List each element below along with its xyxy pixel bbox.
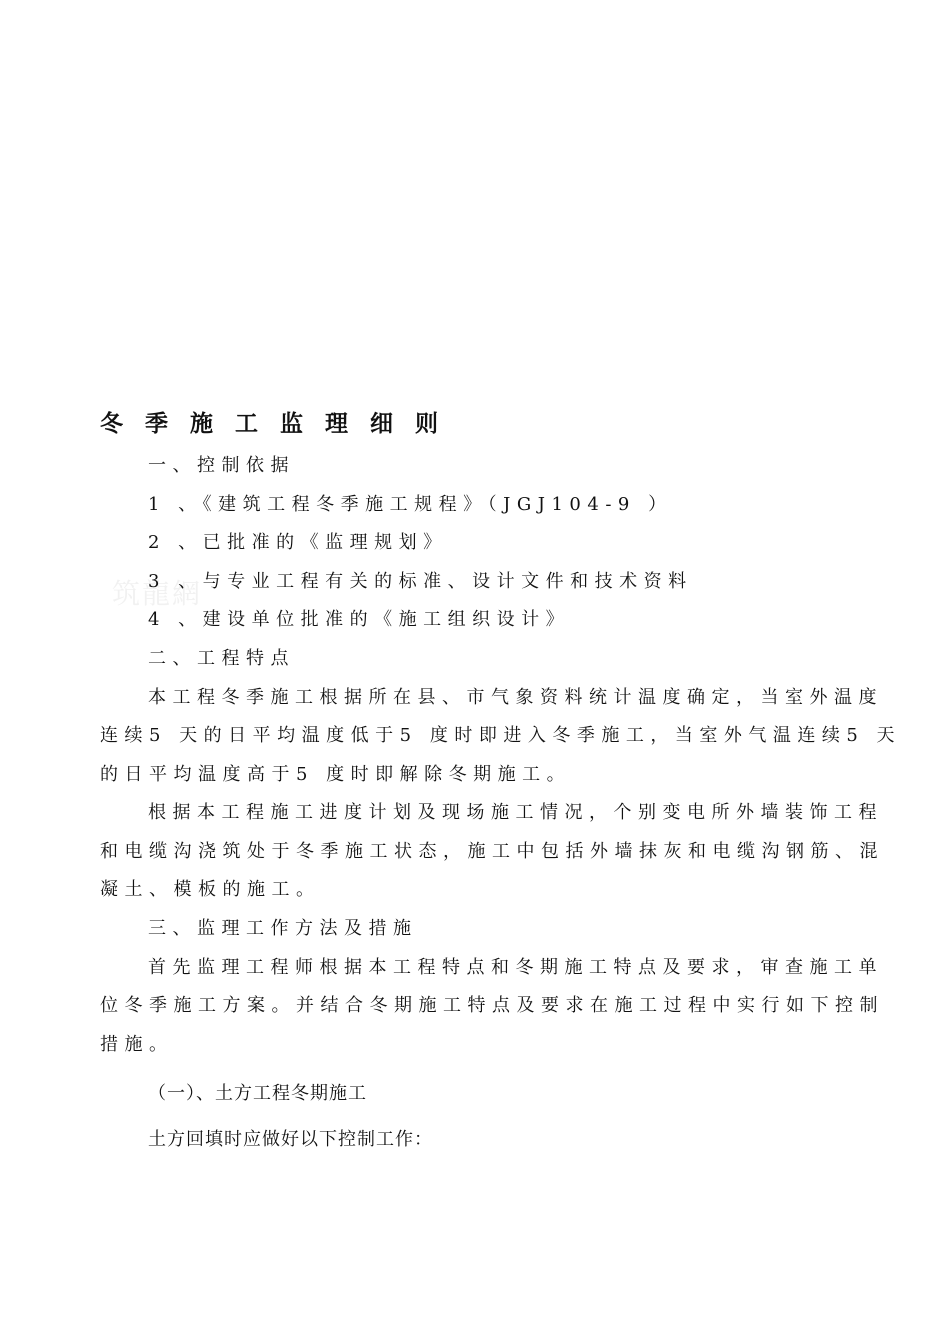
paragraph-2-line-2: 和电缆沟浇筑处于冬季施工状态，施工中包括外墙抹灰和电缆沟钢筋、混 — [100, 841, 884, 862]
paragraph-3-line-3: 措施。 — [100, 1034, 174, 1055]
watermark: 筑龍網 — [112, 577, 203, 610]
paragraph-2-line-3: 凝土、模板的施工。 — [100, 879, 321, 900]
document-title: 冬季施工监理细则 — [100, 410, 460, 437]
basis-item-2: 2 、已批准的《监理规划》 — [148, 532, 448, 553]
paragraph-2-line-1: 根据本工程施工进度计划及现场施工情况，个别变电所外墙装饰工程 — [148, 802, 883, 823]
paragraph-4-line-1: 土方回填时应做好以下控制工作： — [148, 1129, 433, 1150]
paragraph-1-line-2: 连续5 天的日平均温度低于5 度时即进入冬季施工，当室外气温连续5 天 — [100, 725, 902, 746]
section-heading-3: 三、监理工作方法及措施 — [148, 918, 418, 939]
basis-item-4: 4 、建设单位批准的《施工组织设计》 — [148, 609, 571, 630]
section-heading-2: 二、工程特点 — [148, 648, 295, 669]
paragraph-1-line-1: 本工程冬季施工根据所在县、市气象资料统计温度确定，当室外温度 — [148, 687, 883, 708]
paragraph-3-line-2: 位冬季施工方案。并结合冬期施工特点及要求在施工过程中实行如下控制 — [100, 995, 884, 1016]
subsection-heading-1: （一）、土方工程冬期施工 — [148, 1083, 367, 1104]
basis-item-1: 1 、《建筑工程冬季施工规程》（JGJ104-9 ） — [148, 494, 673, 515]
paragraph-3-line-1: 首先监理工程师根据本工程特点和冬期施工特点及要求，审查施工单 — [148, 957, 883, 978]
basis-item-3: 3 、与专业工程有关的标准、设计文件和技术资料 — [148, 571, 693, 592]
paragraph-1-line-3: 的日平均温度高于5 度时即解除冬期施工。 — [100, 764, 572, 785]
section-heading-1: 一、控制依据 — [148, 455, 295, 476]
